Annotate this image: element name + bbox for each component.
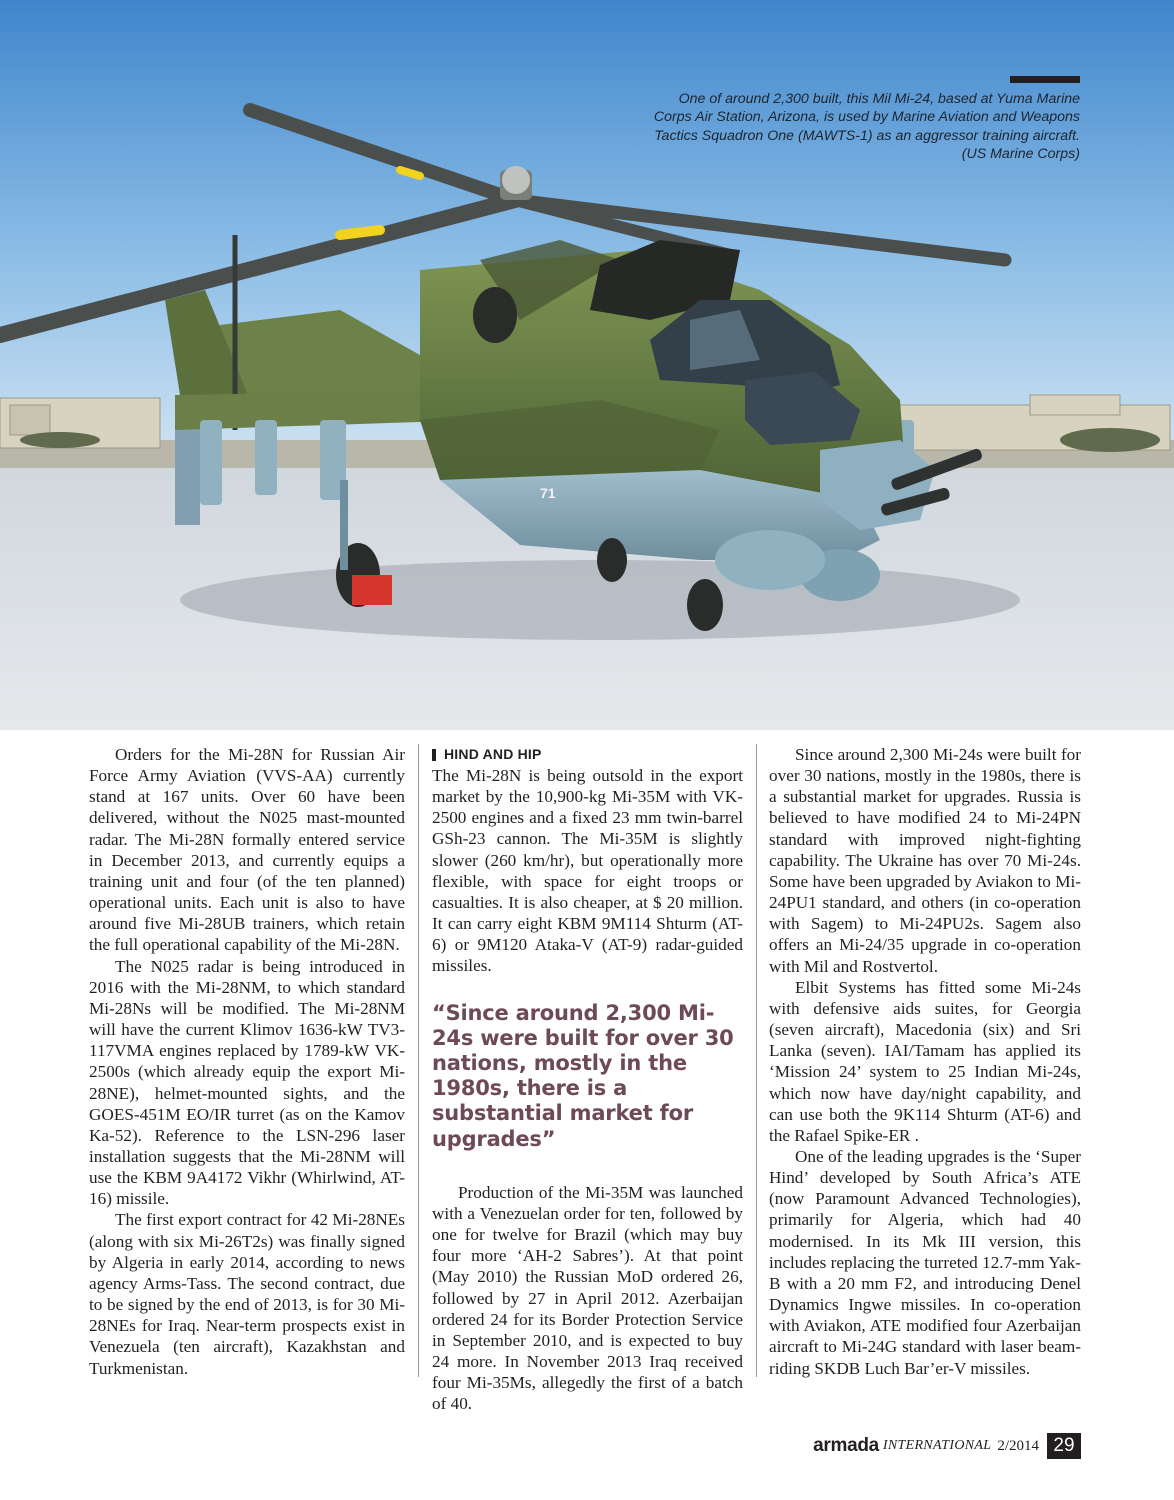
page-footer	[800, 1433, 1081, 1459]
pull-quote: “Since around 2,300 Mi-24s were built for over 30 nations, mostly in the 1980s, there is a substantial market for upgrades”	[432, 1000, 734, 1151]
section-heading-text: HIND AND HIP	[444, 746, 542, 762]
body-paragraph: Since around 2,300 Mi-24s were built for over 30 nations, mostly in the 1980s, there is a substantial market for upgrades. Russia is believed to have modified 24 to Mi-24PN standard with improved night-fighting capability. The Ukraine has over 70 Mi-24s. Some have been upgraded by Aviakon to Mi-24PU1 standard, and others (in co-operation with Sagem) to Mi-24PU2s. Sagem also offers an Mi-24/35 upgrade in co-operation with Mil and Rostvertol.	[769, 745, 1081, 976]
photo-caption: One of around 2,300 built, this Mil Mi-24, based at Yuma Marine Corps Air Station, Arizona, is used by Marine Aviation and Weapons Tactics Squadron One (MAWTS-1) as an aggressor training aircraft. (US Marine Corps)	[653, 91, 1080, 163]
page-number: 29	[1047, 1433, 1081, 1459]
section-marker	[432, 749, 436, 761]
tail-number: 71	[540, 485, 556, 501]
article-column-3	[769, 744, 1081, 1379]
body-paragraph: The N025 radar is being introduced in 2016 with the Mi-28NM, to which standard Mi-28Ns will be modified. The Mi-28NM will have the current Klimov 1636-kW TV3-117VMA engines replaced by 1789-kW VK-2500s (which already equip the export Mi-28NE), helmet-mounted sights, and the GOES-451M EO/IR turret (as on the Kamov Ka-52). Reference to the LSN-296 laser installation suggests that the Mi-28NM will use the KBM 9A4172 Vikhr (Whirlwind, AT-16) missile.	[89, 956, 405, 1209]
caption-rule	[1010, 76, 1080, 83]
article-column-1	[89, 744, 405, 1379]
magazine-subtitle: INTERNATIONAL	[882, 1438, 992, 1453]
article-column-2	[432, 744, 743, 1415]
issue-number: 2/2014	[997, 1437, 1039, 1454]
magazine-logo: armada	[813, 1435, 879, 1456]
section-heading	[432, 744, 743, 765]
body-paragraph: Orders for the Mi-28N for Russian Air Force Army Aviation (VVS-AA) currently stand at 167 units. Over 60 have been delivered, without the N025 mast-mounted radar. The Mi-28N formally entered service in December 2013, and currently equips a training unit and four (of the ten planned) operational units. Each unit is also to have around five Mi-28UB trainers, which retain the full operational capability of the Mi-28N.	[89, 745, 405, 955]
column-divider	[756, 744, 757, 1377]
body-paragraph: The Mi-28N is being outsold in the export market by the 10,900-kg Mi-35M with VK-2500 engines and a fixed 23 mm twin-barrel GSh-23 cannon. The Mi-35M is slightly slower (260 km/hr), but operationally more flexible, with space for eight troops or casualties. It is also cheaper, at $ 20 million. It can carry eight KBM 9M114 Shturm (AT-6) or 9M120 Ataka-V (AT-9) radar-guided missiles.	[432, 766, 743, 976]
body-paragraph: Elbit Systems has fitted some Mi-24s with defensive aids suites, for Georgia (seven aircraft), Macedonia (six) and Sri Lanka (seven). IAI/Tamam has applied its ‘Mission 24’ system to 25 Indian Mi-24s, which now have day/night capability, and can use both the 9K114 Shturm (AT-6) and the Rafael Spike-ER .	[769, 977, 1081, 1145]
body-paragraph: The first export contract for 42 Mi-28NEs (along with six Mi-26T2s) was finally signed by Algeria in early 2014, according to news agency Arms-Tass. The second contract, due to be signed by the end of 2013, is for 30 Mi-28NEs for Iraq. Near-term prospects exist in Venezuela (ten aircraft), Kazakhstan and Turkmenistan.	[89, 1210, 405, 1378]
body-paragraph: One of the leading upgrades is the ‘Super Hind’ developed by South Africa’s ATE (now Paramount Advanced Technologies), primarily for Algeria, which had 40 modernised. In its Mk III version, this includes replacing the turreted 12.7-mm Yak-B with a 20 mm F2, and introducing Denel Dynamics Ingwe missiles. In co-operation with Aviakon, ATE modified four Azerbaijan aircraft to Mi-24G standard with laser beam-riding SKDB Luch Bar’er-V missiles.	[769, 1146, 1081, 1378]
column-divider	[418, 744, 419, 1377]
body-paragraph: Production of the Mi-35M was launched with a Venezuelan order for ten, followed by one for twelve for Brazil (which may buy four more ‘AH-2 Sabres’). At that point (May 2010) the Russian MoD ordered 26, followed by 27 in April 2012. Azerbaijan ordered 24 for its Border Protection Service in September 2010, and is expected to buy 24 more. In November 2013 Iraq received four Mi-35Ms, allegedly the first of a batch of 40.	[432, 1182, 743, 1414]
